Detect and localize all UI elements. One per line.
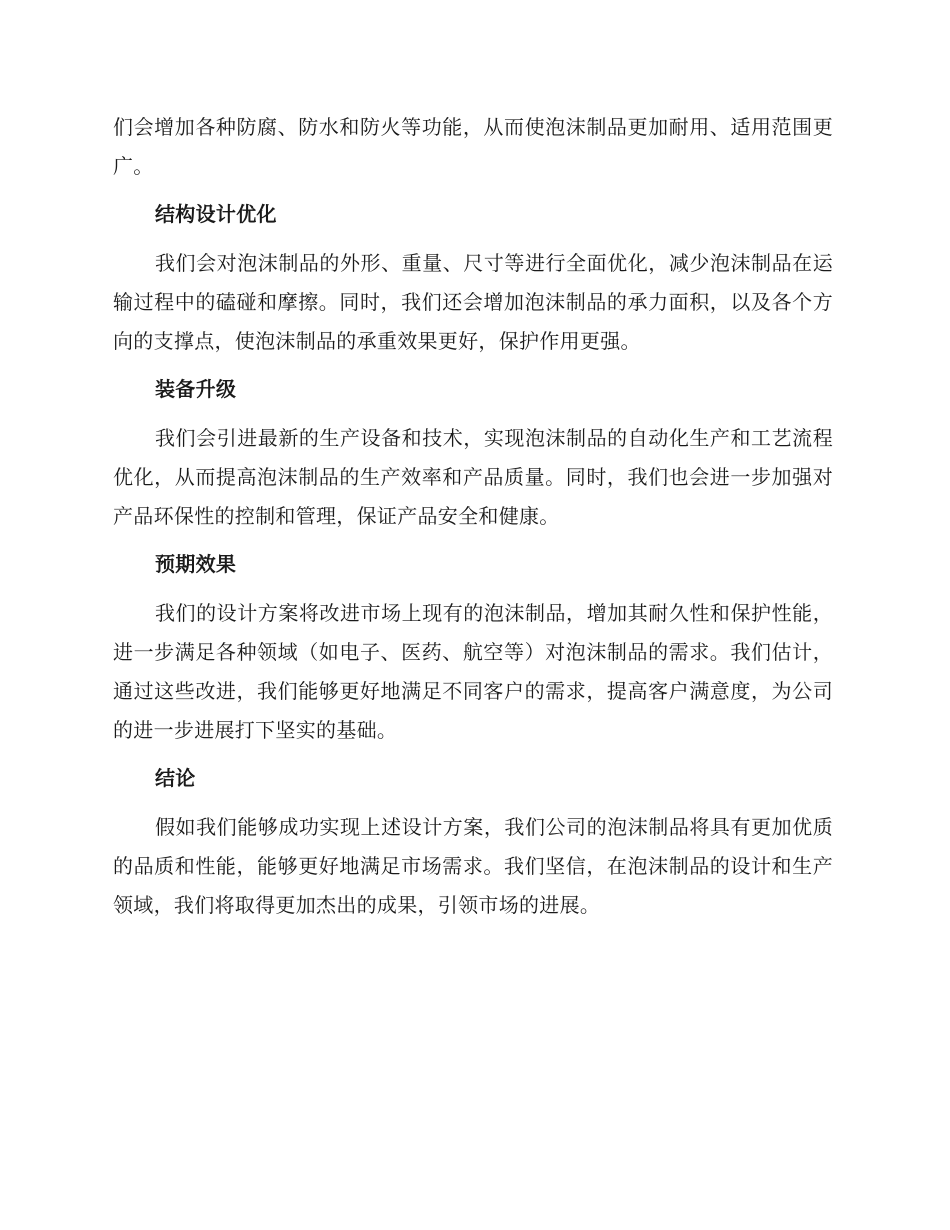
section-heading-conclusion: 结论: [155, 766, 196, 790]
section-heading-equipment-upgrade: 装备升级: [155, 377, 237, 401]
document-body: [113, 108, 833, 925]
intro-paragraph: 们会增加各种防腐、防水和防火等功能，从而使泡沫制品更加耐用、适用范围更广。: [113, 115, 833, 178]
section-body-equipment-upgrade: 我们会引进最新的生产设备和技术，实现泡沫制品的自动化生产和工艺流程优化，从而提高泡沫制品的生产效率和产品质量。同时，我们也会进一步加强对产品环保性的控制和管理，保证产品安全和健康。: [113, 426, 833, 528]
section-body-conclusion: 假如我们能够成功实现上述设计方案，我们公司的泡沫制品将具有更加优质的品质和性能，能够更好地满足市场需求。我们坚信，在泡沫制品的设计和生产领域，我们将取得更加杰出的成果，引领市场的进展。: [113, 815, 833, 917]
section-body-structure-design: 我们会对泡沫制品的外形、重量、尺寸等进行全面优化，减少泡沫制品在运输过程中的磕碰和摩擦。同时，我们还会增加泡沫制品的承力面积，以及各个方向的支撑点，使泡沫制品的承重效果更好，保护作用更强。: [113, 251, 833, 353]
section-body-expected-effect: 我们的设计方案将改进市场上现有的泡沫制品，增加其耐久性和保护性能，进一步满足各种领域（如电子、医药、航空等）对泡沫制品的需求。我们估计，通过这些改进，我们能够更好地满足不同客户的需求，提高客户满意度，为公司的进一步进展打下坚实的基础。: [113, 601, 833, 742]
section-heading-structure-design: 结构设计优化: [155, 202, 277, 226]
section-heading-expected-effect: 预期效果: [155, 552, 237, 576]
